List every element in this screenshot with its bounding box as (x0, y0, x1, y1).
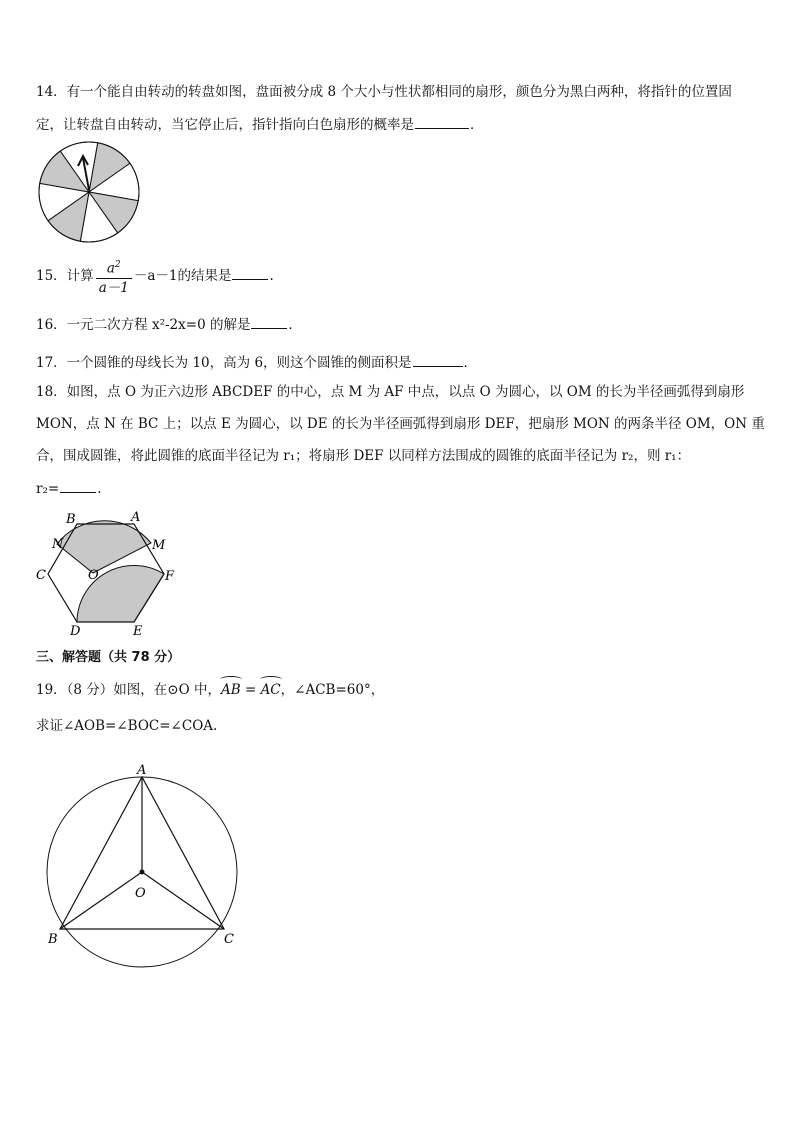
q14-line2 (36, 114, 484, 135)
label-d: D (70, 624, 81, 639)
hexagon-figure (30, 508, 190, 640)
label-b: B (66, 512, 76, 527)
q14-line2-end: ． (470, 117, 484, 133)
q19-line1 (36, 680, 384, 700)
q18-line4-end: . (97, 481, 102, 497)
label-o-19: O (135, 886, 146, 901)
center-dot (140, 870, 145, 875)
q14-answer-blank[interactable] (415, 114, 469, 129)
q16-line (36, 314, 302, 335)
label-f: F (165, 569, 175, 584)
label-e: E (133, 624, 143, 639)
segment-oc (142, 872, 224, 929)
q18-line4 (36, 478, 101, 499)
q15-denominator: a－1 (98, 279, 129, 296)
q15-numerator-exp: 2 (114, 260, 121, 271)
q18-line4-text: r₂= (36, 481, 60, 497)
arc-ac: AC (260, 682, 281, 698)
q18-line2: MON，点 N 在 BC 上；以点 E 为圆心，以 DE 的长为半径画弧得到扇形 DEF，把扇形 MON 的两条半径 OM，ON 重 (36, 416, 765, 432)
q18-answer-blank[interactable] (60, 478, 96, 493)
q15-numerator: a (106, 260, 115, 277)
q19-line2: 求证∠AOB=∠BOC=∠COA. (36, 718, 218, 734)
label-n: N (52, 537, 64, 552)
q17-answer-blank[interactable] (413, 352, 463, 367)
q19-line1-text: 19．（8 分）如图，在⊙O 中， (36, 682, 221, 698)
section-title: 三、解答题（共 78 分） (36, 650, 181, 665)
q15-answer-blank[interactable] (232, 265, 268, 280)
label-c: C (36, 568, 46, 583)
label-b-19: B (48, 932, 58, 947)
label-o: O (88, 568, 99, 583)
arc-ab: AB (220, 682, 241, 698)
segment-ob (60, 872, 142, 929)
q16-text: 16．一元二次方程 x²-2x=0 的解是 (36, 317, 251, 333)
q15-tail: －a－1的结果是 (133, 268, 232, 284)
q17-end: ． (463, 355, 478, 371)
q15-end: . (269, 268, 274, 284)
q16-answer-blank[interactable] (251, 314, 287, 329)
q18-line3: 合，围成圆锥，将此圆锥的底面半径记为 r₁；将扇形 DEF 以同样方法围成的圆锥的底面半径记为 r₂，则 r₁： (36, 448, 691, 464)
q15-prefix: 15．计算 (36, 268, 94, 284)
label-a-19: A (137, 763, 147, 778)
q15-line (36, 256, 274, 296)
label-m: M (152, 538, 166, 553)
label-c-19: C (224, 932, 234, 947)
q16-end: ． (288, 317, 302, 333)
q18-line1: 18．如图，点 O 为正六边形 ABCDEF 的中心，点 M 为 AF 中点，以点 O 为圆心，以 OM 的长为半径画弧得到扇形 (36, 384, 745, 400)
label-a: A (131, 510, 141, 525)
spinner-figure (36, 140, 144, 244)
q14-line1: 14．有一个能自由转动的转盘如图，盘面被分成 8 个大小与性状都相同的扇形，颜色分为黑白两种，将指针的位置固 (36, 84, 732, 100)
q17-text: 17．一个圆锥的母线长为 10，高为 6，则这个圆锥的侧面积是 (36, 355, 412, 371)
q19-line1-tail: ，∠ACB=60°， (280, 682, 385, 698)
q19-eq: = (240, 682, 261, 698)
q14-line2-text: 定，让转盘自由转动，当它停止后，指针指向白色扇形的概率是 (36, 117, 414, 133)
q15-fraction (96, 256, 132, 297)
spinner-sectors (39, 142, 139, 242)
circle-triangle-figure (40, 760, 250, 980)
q17-line (36, 352, 477, 373)
